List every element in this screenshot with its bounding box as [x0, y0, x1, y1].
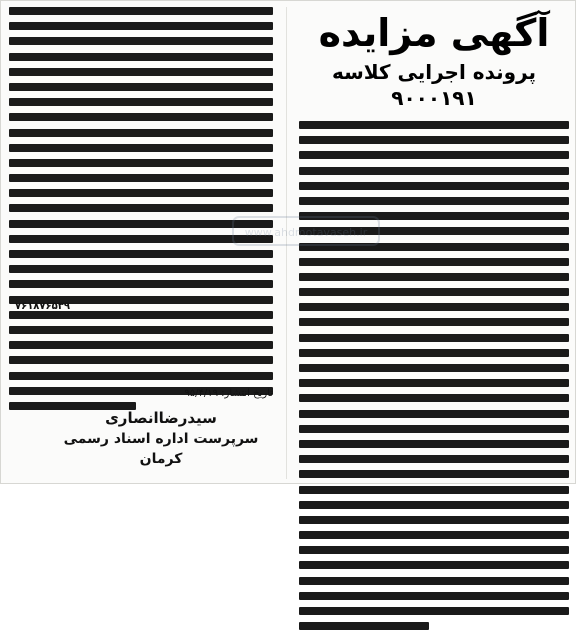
notice-title: آگهی مزایده: [318, 11, 550, 55]
body-text-line: [299, 349, 569, 357]
body-text-line: [9, 159, 273, 167]
body-text-line: [9, 7, 273, 15]
signatory-title: سرپرست اداره اسناد رسمی کرمان: [63, 431, 259, 467]
body-text-line: [299, 486, 569, 494]
body-text-line: [9, 129, 273, 137]
body-text-line: [9, 189, 273, 197]
body-text-line: [299, 318, 569, 326]
title-block: [299, 9, 569, 57]
body-text-line: [299, 197, 569, 205]
case-number: پرونده اجرایی کلاسه ۹۰۰۰۱۹۱: [331, 60, 537, 110]
body-text-line: [9, 204, 273, 212]
body-text-line: [299, 273, 569, 281]
body-text-line: [299, 531, 569, 539]
body-text-line: [9, 280, 273, 288]
column-divider: [286, 7, 287, 479]
body-text-line: [299, 455, 569, 463]
body-text-line: [299, 243, 569, 251]
body-text-line: [299, 607, 569, 615]
body-text-line: [9, 265, 273, 273]
body-text-line: [9, 356, 273, 364]
body-text-line: [299, 546, 569, 554]
notice-body-left: [9, 7, 273, 410]
body-text-line: [9, 53, 273, 61]
body-text-line: [9, 37, 273, 45]
body-text-line: [299, 577, 569, 585]
body-text-line: [299, 167, 569, 175]
body-text-line: [299, 334, 569, 342]
body-text-line: [299, 303, 569, 311]
body-text-line: [9, 113, 273, 121]
issue-date: تاریخ انتشار: ۹۵/۴/۱۹: [184, 388, 273, 399]
body-text-line: [9, 98, 273, 106]
body-text-line: [299, 212, 569, 220]
body-text-line: [299, 288, 569, 296]
body-text-line: [299, 561, 569, 569]
body-text-line: [9, 22, 273, 30]
body-text-line: [299, 227, 569, 235]
reference-number: ۷۶۱۸۷۶۵۳۹: [15, 301, 70, 312]
body-text-line: [299, 516, 569, 524]
body-text-line: [9, 144, 273, 152]
watermark-text: www.ahdmotavaseh.ir: [244, 226, 368, 239]
signatory-name: سیدرضاانصاری: [105, 409, 217, 427]
body-text-line: [9, 250, 273, 258]
body-text-line: [9, 326, 273, 334]
body-text-line: [299, 470, 569, 478]
notice-body-right: [299, 121, 569, 630]
body-text-line: [299, 364, 569, 372]
body-text-line: [299, 258, 569, 266]
body-text-line: [299, 151, 569, 159]
body-text-line: [299, 379, 569, 387]
body-text-line: [299, 410, 569, 418]
body-text-line: [299, 440, 569, 448]
body-text-line: [299, 425, 569, 433]
right-column: [291, 1, 576, 485]
body-text-line: [299, 121, 569, 129]
body-text-line: [9, 341, 273, 349]
signature-block: [61, 407, 261, 469]
body-text-line: [9, 372, 273, 380]
body-text-line: [299, 501, 569, 509]
body-text-line: [299, 592, 569, 600]
body-text-line: [9, 68, 273, 76]
body-text-line: [299, 622, 429, 630]
body-text-line: [9, 83, 273, 91]
body-text-line: [9, 220, 273, 228]
body-text-line: [9, 235, 273, 243]
body-text-line: [299, 136, 569, 144]
body-text-line: [299, 182, 569, 190]
body-text-line: [9, 174, 273, 182]
body-text-line: [299, 394, 569, 402]
